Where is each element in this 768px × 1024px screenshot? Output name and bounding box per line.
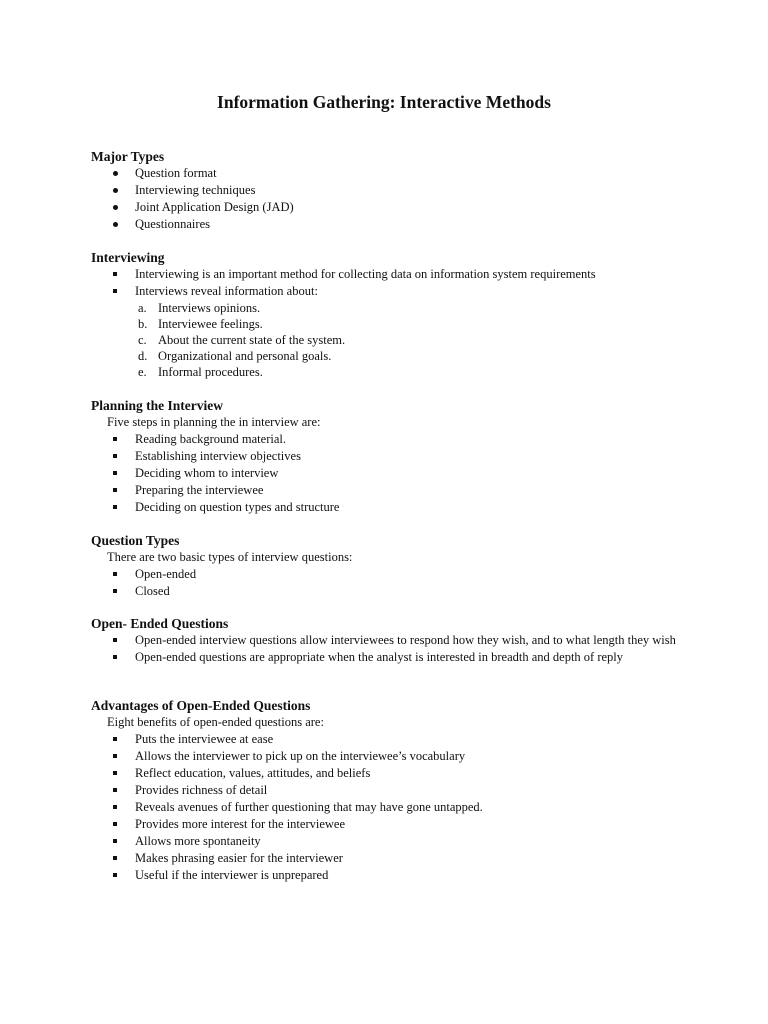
section-intro: There are two basic types of interview questions: [107,550,353,564]
list-item: Puts the interviewee at ease [91,731,711,748]
list-item: Closed [91,583,711,600]
section-intro: Five steps in planning the in interview are: [107,415,321,429]
list-item: Open-ended questions are appropriate when the analyst is interested in breadth and depth of reply [91,649,711,666]
section-heading: Major Types [91,149,165,164]
bullet-square-icon [113,649,127,666]
section-open-ended [91,615,711,666]
list-item: c. About the current state of the system. [138,333,346,347]
bullet-disc-icon [113,165,127,182]
list-item: Makes phrasing easier for the interviewer [91,850,711,867]
bullet-square-icon [113,431,127,448]
section-heading: Advantages of Open-Ended Questions [91,698,311,713]
section-heading: Question Types [91,533,180,548]
bullet-disc-icon [113,216,127,233]
bullet-list [91,266,711,300]
list-item: Reflect education, values, attitudes, and beliefs [91,765,711,782]
list-item: Deciding on question types and structure [91,499,711,516]
bullet-disc-icon [113,199,127,216]
section-advantages [91,697,711,884]
section-question-types [91,532,711,600]
bullet-square-icon [113,583,127,600]
bullet-square-icon [113,283,127,300]
section-interviewing [91,249,711,380]
section-major-types [91,148,711,233]
list-item: Interviewing techniques [91,182,711,199]
bullet-square-icon [113,566,127,583]
bullet-list [91,165,711,233]
list-item: Interviewing is an important method for collecting data on information system requirements [91,266,711,283]
bullet-square-icon [113,867,127,884]
bullet-square-icon [113,782,127,799]
list-item: Reveals avenues of further questioning that may have gone untapped. [91,799,711,816]
list-item: Preparing the interviewee [91,482,711,499]
bullet-square-icon [113,799,127,816]
list-item: Questionnaires [91,216,711,233]
list-item: Deciding whom to interview [91,465,711,482]
list-item: b. Interviewee feelings. [138,317,263,331]
bullet-square-icon [113,731,127,748]
bullet-square-icon [113,833,127,850]
list-item: Open-ended [91,566,711,583]
bullet-square-icon [113,465,127,482]
list-item: e. Informal procedures. [138,365,263,379]
bullet-square-icon [113,765,127,782]
bullet-list [91,431,711,516]
bullet-list [91,632,711,666]
bullet-square-icon [113,850,127,867]
list-item: Joint Application Design (JAD) [91,199,711,216]
bullet-square-icon [113,266,127,283]
list-item: Useful if the interviewer is unprepared [91,867,711,884]
bullet-square-icon [113,499,127,516]
list-item: a. Interviews opinions. [138,301,261,315]
bullet-square-icon [113,816,127,833]
section-heading: Interviewing [91,250,165,265]
list-item: Interviews reveal information about: [91,283,711,300]
bullet-square-icon [113,748,127,765]
list-item: Reading background material. [91,431,711,448]
page-title: Information Gathering: Interactive Methods [217,92,551,112]
bullet-list [91,731,711,884]
section-intro: Eight benefits of open-ended questions are: [107,715,324,729]
bullet-disc-icon [113,182,127,199]
bullet-list [91,566,711,600]
bullet-square-icon [113,448,127,465]
section-heading: Open- Ended Questions [91,616,229,631]
bullet-square-icon [113,632,127,649]
list-item: Provides richness of detail [91,782,711,799]
list-item: Provides more interest for the interviewee [91,816,711,833]
list-item: Establishing interview objectives [91,448,711,465]
list-item: d. Organizational and personal goals. [138,349,332,363]
section-planning [91,397,711,516]
bullet-square-icon [113,482,127,499]
section-heading: Planning the Interview [91,398,224,413]
list-item: Allows the interviewer to pick up on the interviewee’s vocabulary [91,748,711,765]
list-item: Allows more spontaneity [91,833,711,850]
list-item: Question format [91,165,711,182]
lettered-list [91,300,711,380]
list-item: Open-ended interview questions allow interviewees to respond how they wish, and to what length they wish [91,632,680,649]
